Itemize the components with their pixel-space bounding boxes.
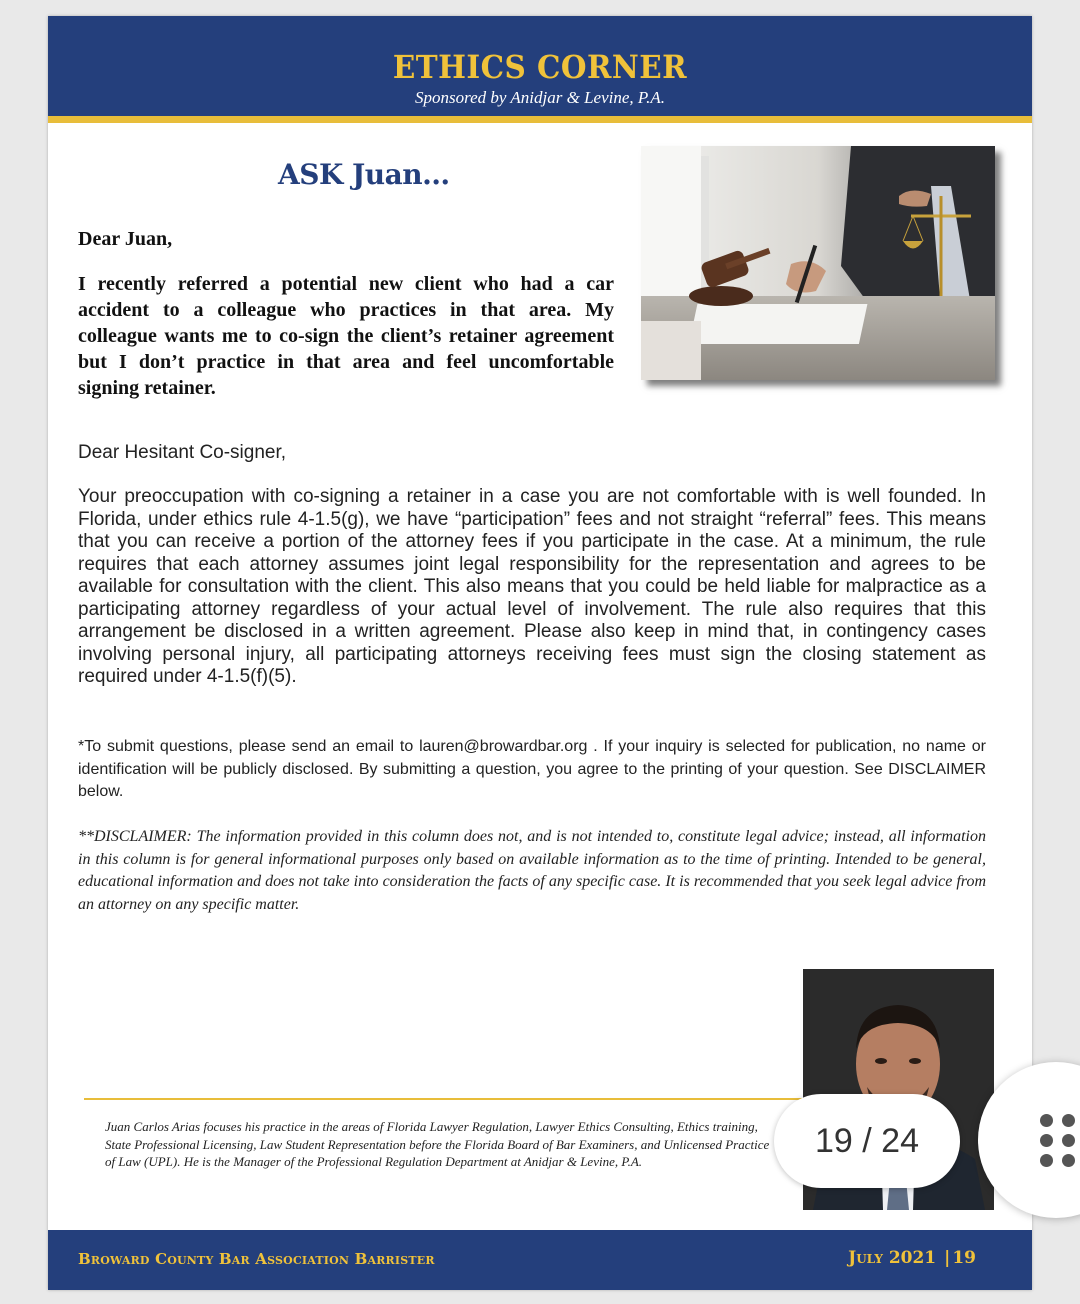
footer-issue-page: July 2021 | 19 [848, 1248, 976, 1268]
reply-greeting: Dear Hesitant Co-signer, [78, 442, 287, 463]
reply-body: Your preoccupation with co-signing a retainer in a case you are not comfortable with is well founded. In Florida, under ethics rule 4-1.5(g), we have “participation” fees and not straight “referral” fees. This means that you can receive a portion of the attorney fees if you participate in the case. At a minimum, the rule requires that each attorney assumes joint legal responsibility for the representation and agrees to be available for consultation with the client. This also means that you could be held liable for malpractice as a participating attorney regardless of your actual level of involvement. The rule also requires that this arrangement be disclosed in a written agreement. Please also keep in mind that, in contingency cases involving personal injury, all participating attorneys receiving fees must sign the closing statement as required under 4-1.5(f)(5). [78, 486, 986, 687]
footer-banner [48, 1230, 1032, 1290]
header-sponsor: Sponsored by Anidjar & Levine, P.A. [415, 88, 665, 107]
page-indicator[interactable]: 19 / 24 [774, 1094, 960, 1188]
submission-note: *To submit questions, please send an email to lauren@browardbar.org . If your inquiry is selected for publication, no name or identification will be publicly disclosed. By submitting a question, you agree to the printing of your question. See DISCLAIMER below. [78, 738, 986, 800]
grid-dots-icon [1040, 1114, 1080, 1168]
disclaimer: **DISCLAIMER: The information provided in this column does not, and is not intended to, constitute legal advice; instead, all information in this column is for general informational purposes only based on available information as to the time of printing. Intended to be general, educational information and does not take into consideration the facts of any specific case. It is recommended that you seek legal advice from an attorney on any specific matter. [78, 828, 986, 913]
bio-divider [84, 1098, 804, 1100]
footer-issue: July 2021 [848, 1248, 937, 1268]
footer-page-number: 19 [952, 1248, 976, 1268]
author-bio: Juan Carlos Arias focuses his practice in the areas of Florida Lawyer Regulation, Lawyer Ethics Consulting, Ethics training, State Professional Licensing, Law Student Representation before the Florida Board of Bar Examiners, and Unlicensed Practice of Law (UPL). He is the Manager of the Professional Regulation Department at Anidjar & Levine, P.A. [105, 1119, 770, 1169]
gavel-scales-photo [641, 146, 995, 380]
article-title: ASK Juan… [278, 158, 450, 191]
footer-publication: Broward County Bar Association Barrister [78, 1250, 435, 1268]
letter-salutation: Dear Juan, [78, 228, 173, 250]
header-banner [48, 16, 1032, 123]
header-title: ETHICS CORNER [392, 48, 688, 86]
reader-question: I recently referred a potential new client who had a car accident to a colleague who practices in that area. My colleague wants me to co-sign the client’s retainer agreement but I don’t practice in that area and feel uncomfortable signing retainer. [78, 273, 614, 399]
